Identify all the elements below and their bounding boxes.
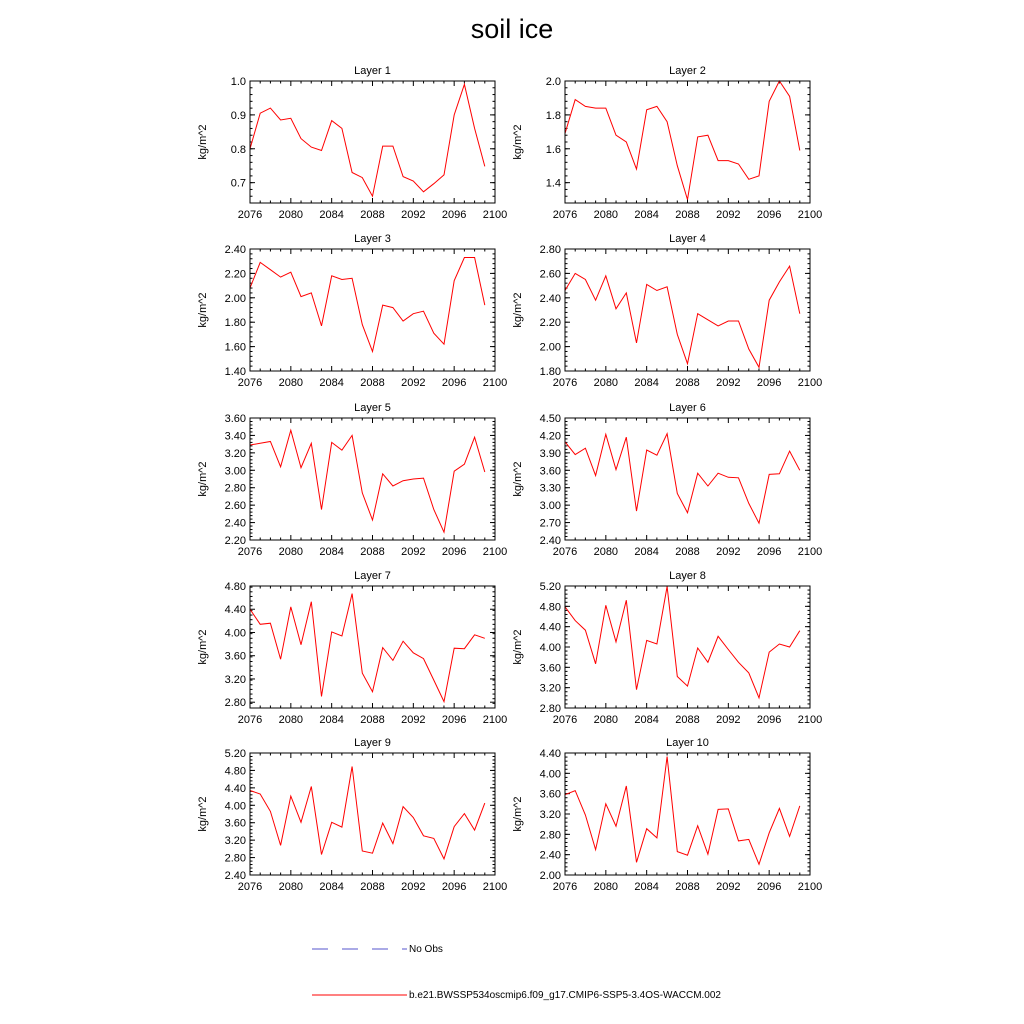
x-tick-label: 2084 <box>634 209 659 221</box>
y-tick-label: 2.70 <box>539 517 561 530</box>
x-tick-label: 2092 <box>401 714 426 726</box>
y-tick-label: 2.00 <box>224 292 246 305</box>
x-tick-label: 2100 <box>482 546 508 558</box>
x-tick-label: 2100 <box>797 546 823 558</box>
x-tick-label: 2076 <box>552 209 578 221</box>
y-tick-label: 2.00 <box>539 341 561 354</box>
x-tick-label: 2076 <box>552 546 578 558</box>
y-tick-label: 0.9 <box>230 109 246 122</box>
y-tick-label: 1.60 <box>224 341 246 354</box>
x-tick-label: 2100 <box>797 714 823 726</box>
y-axis-label: kg/m^2 <box>197 796 209 832</box>
y-tick-label: 4.40 <box>539 621 561 634</box>
y-tick-label: 2.80 <box>539 829 561 842</box>
y-tick-label: 4.80 <box>539 601 561 614</box>
y-tick-label: 4.00 <box>224 627 246 640</box>
x-tick-label: 2096 <box>441 209 467 221</box>
x-tick-label: 2084 <box>634 714 659 726</box>
y-tick-label: 3.20 <box>539 809 561 821</box>
x-tick-label: 2092 <box>716 546 741 558</box>
y-tick-label: 2.80 <box>539 244 561 256</box>
x-tick-label: 2096 <box>441 546 467 558</box>
x-tick-label: 2100 <box>482 377 508 389</box>
panel-title: Layer 7 <box>354 570 391 582</box>
x-tick-label: 2084 <box>634 377 659 389</box>
x-tick-label: 2100 <box>797 209 823 221</box>
x-tick-label: 2096 <box>441 714 467 726</box>
y-tick-label: 4.00 <box>539 642 561 654</box>
y-tick-label: 3.00 <box>539 500 561 513</box>
y-tick-label: 3.90 <box>539 447 561 460</box>
x-tick-label: 2088 <box>360 546 385 558</box>
y-tick-label: 3.20 <box>224 673 246 686</box>
x-tick-label: 2096 <box>441 377 467 389</box>
panel-title: Layer 9 <box>354 737 391 749</box>
x-tick-label: 2092 <box>716 209 741 221</box>
x-tick-label: 2088 <box>675 714 700 726</box>
panel-title: Layer 8 <box>669 570 706 582</box>
y-tick-label: 2.80 <box>539 703 561 715</box>
x-tick-label: 2092 <box>716 714 741 726</box>
y-tick-label: 1.80 <box>539 366 561 378</box>
x-tick-label: 2076 <box>237 881 263 893</box>
x-tick-label: 2100 <box>482 714 508 726</box>
x-tick-label: 2088 <box>675 881 700 893</box>
y-tick-label: 3.40 <box>224 430 246 443</box>
x-tick-label: 2092 <box>401 546 426 558</box>
x-tick-label: 2088 <box>360 714 385 726</box>
x-tick-label: 2084 <box>319 209 344 221</box>
x-tick-label: 2088 <box>360 881 385 893</box>
y-tick-label: 2.40 <box>539 535 561 547</box>
panel-title: Layer 6 <box>669 402 706 414</box>
x-tick-label: 2080 <box>593 377 619 389</box>
x-tick-label: 2088 <box>360 209 385 221</box>
x-tick-label: 2096 <box>756 546 782 558</box>
x-tick-label: 2080 <box>593 209 619 221</box>
x-tick-label: 2084 <box>319 377 344 389</box>
x-tick-label: 2076 <box>237 714 263 726</box>
panel-title: Layer 2 <box>669 65 706 77</box>
panel-title: Layer 1 <box>354 65 391 77</box>
y-tick-label: 2.0 <box>545 76 561 88</box>
x-tick-label: 2096 <box>756 209 782 221</box>
y-axis-label: kg/m^2 <box>512 461 524 497</box>
x-tick-label: 2076 <box>237 546 263 558</box>
y-tick-label: 2.20 <box>539 317 561 330</box>
y-tick-label: 3.20 <box>224 835 246 848</box>
y-tick-label: 0.7 <box>230 177 246 190</box>
x-tick-label: 2080 <box>593 546 619 558</box>
y-tick-label: 3.60 <box>539 465 561 478</box>
x-tick-label: 2100 <box>482 881 508 893</box>
y-tick-label: 3.20 <box>224 447 246 460</box>
y-tick-label: 4.80 <box>224 581 246 593</box>
x-tick-label: 2076 <box>237 377 263 389</box>
y-tick-label: 2.60 <box>224 500 246 513</box>
y-tick-label: 2.20 <box>224 268 246 281</box>
legend-run-label: b.e21.BWSSP534oscmip6.f09_g17.CMIP6-SSP5-3.4OS-WACCM.002 <box>409 990 721 1001</box>
y-axis-label: kg/m^2 <box>512 629 524 665</box>
y-tick-label: 2.40 <box>539 292 561 305</box>
y-tick-label: 0.8 <box>230 143 246 156</box>
x-tick-label: 2088 <box>675 209 700 221</box>
y-axis-label: kg/m^2 <box>197 629 209 665</box>
x-tick-label: 2080 <box>278 881 304 893</box>
y-axis-label: kg/m^2 <box>512 124 524 160</box>
y-tick-label: 2.80 <box>224 697 246 710</box>
x-tick-label: 2100 <box>482 209 508 221</box>
y-tick-label: 4.20 <box>539 430 561 443</box>
y-tick-label: 2.60 <box>539 268 561 281</box>
x-tick-label: 2092 <box>401 377 426 389</box>
y-tick-label: 1.4 <box>545 177 561 190</box>
x-tick-label: 2076 <box>237 209 263 221</box>
y-tick-label: 4.80 <box>224 765 246 778</box>
y-tick-label: 3.60 <box>224 650 246 663</box>
y-tick-label: 1.0 <box>230 76 246 88</box>
y-tick-label: 4.40 <box>539 748 561 760</box>
x-tick-label: 2076 <box>552 881 578 893</box>
y-axis-label: kg/m^2 <box>197 461 209 497</box>
panel-title: Layer 4 <box>669 233 706 245</box>
y-tick-label: 3.20 <box>539 682 561 695</box>
y-tick-label: 3.60 <box>539 788 561 801</box>
x-tick-label: 2080 <box>278 209 304 221</box>
y-tick-label: 4.40 <box>224 782 246 795</box>
x-tick-label: 2092 <box>401 209 426 221</box>
y-tick-label: 2.80 <box>224 482 246 495</box>
y-tick-label: 2.40 <box>224 870 246 882</box>
y-tick-label: 2.20 <box>224 535 246 547</box>
panel-title: Layer 5 <box>354 402 391 414</box>
x-tick-label: 2080 <box>278 377 304 389</box>
x-tick-label: 2084 <box>634 881 659 893</box>
y-tick-label: 2.40 <box>224 244 246 256</box>
x-tick-label: 2100 <box>797 881 823 893</box>
y-tick-label: 2.40 <box>539 849 561 862</box>
y-axis-label: kg/m^2 <box>512 292 524 328</box>
x-tick-label: 2076 <box>552 377 578 389</box>
figure-title: soil ice <box>470 14 554 44</box>
x-tick-label: 2080 <box>278 714 304 726</box>
x-tick-label: 2084 <box>319 546 344 558</box>
x-tick-label: 2096 <box>756 714 782 726</box>
x-tick-label: 2080 <box>593 714 619 726</box>
y-tick-label: 3.60 <box>224 413 246 425</box>
x-tick-label: 2088 <box>360 377 385 389</box>
legend-no-obs-label: No Obs <box>409 944 443 955</box>
x-tick-label: 2088 <box>675 546 700 558</box>
y-axis-label: kg/m^2 <box>512 796 524 832</box>
x-tick-label: 2088 <box>675 377 700 389</box>
x-tick-label: 2096 <box>756 881 782 893</box>
x-tick-label: 2096 <box>441 881 467 893</box>
y-tick-label: 2.80 <box>224 852 246 865</box>
y-tick-label: 1.6 <box>545 143 561 156</box>
x-tick-label: 2092 <box>716 881 741 893</box>
y-tick-label: 3.60 <box>539 662 561 675</box>
y-tick-label: 5.20 <box>539 581 561 593</box>
y-tick-label: 2.00 <box>539 870 561 882</box>
x-tick-label: 2084 <box>319 881 344 893</box>
y-tick-label: 1.40 <box>224 366 246 378</box>
x-tick-label: 2100 <box>797 377 823 389</box>
x-tick-label: 2084 <box>319 714 344 726</box>
x-tick-label: 2096 <box>756 377 782 389</box>
y-tick-label: 4.50 <box>539 413 561 425</box>
y-tick-label: 4.00 <box>539 768 561 781</box>
y-tick-label: 1.80 <box>224 317 246 330</box>
y-tick-label: 4.40 <box>224 604 246 617</box>
panel-title: Layer 3 <box>354 233 391 245</box>
y-tick-label: 5.20 <box>224 748 246 760</box>
y-tick-label: 4.00 <box>224 800 246 813</box>
y-axis-label: kg/m^2 <box>197 124 209 160</box>
y-tick-label: 3.30 <box>539 482 561 495</box>
panel-title: Layer 10 <box>666 737 709 749</box>
y-tick-label: 2.40 <box>224 517 246 530</box>
y-tick-label: 3.60 <box>224 817 246 830</box>
x-tick-label: 2080 <box>278 546 304 558</box>
x-tick-label: 2092 <box>716 377 741 389</box>
x-tick-label: 2084 <box>634 546 659 558</box>
y-tick-label: 3.00 <box>224 465 246 478</box>
y-tick-label: 1.8 <box>545 109 561 122</box>
y-axis-label: kg/m^2 <box>197 292 209 328</box>
x-tick-label: 2092 <box>401 881 426 893</box>
x-tick-label: 2076 <box>552 714 578 726</box>
x-tick-label: 2080 <box>593 881 619 893</box>
